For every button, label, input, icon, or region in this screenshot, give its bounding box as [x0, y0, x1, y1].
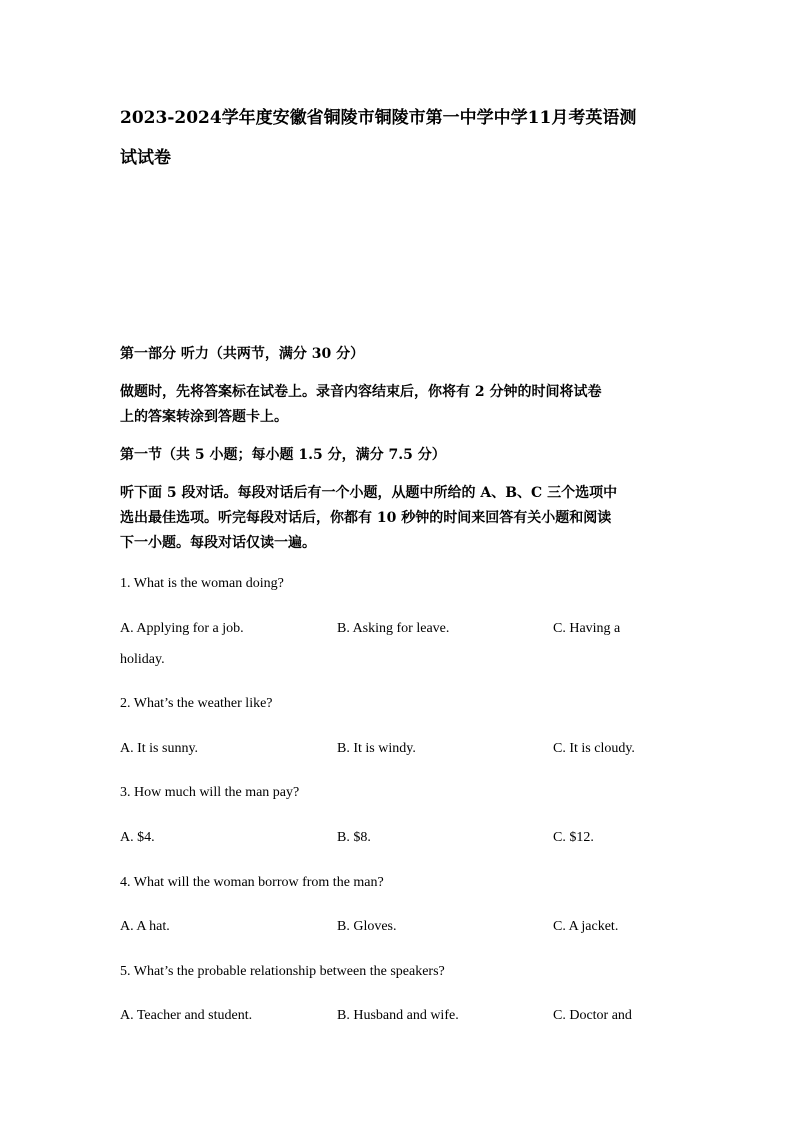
- directions-paragraph: [120, 481, 680, 556]
- question-5-option-a: A. Teacher and student.: [120, 1008, 253, 1023]
- question-2-option-c: C. It is cloudy.: [553, 741, 635, 756]
- question-1-option-c: C. Having a: [553, 621, 621, 636]
- question-1-option-a: A. Applying for a job.: [120, 621, 244, 636]
- question-4-option-a: A. A hat.: [120, 919, 170, 934]
- instruction-line-1: 做题时，先将答案标在试卷上。录音内容结束后，你将有 2 分钟的时间将试卷: [120, 384, 602, 400]
- title-line-2: 试试卷: [120, 148, 171, 168]
- instruction-paragraph: [120, 380, 680, 430]
- question-5-option-b: B. Husband and wife.: [337, 1008, 459, 1023]
- subsection-heading: 第一节（共 5 小题；每小题 1.5 分，满分 7.5 分）: [120, 447, 446, 463]
- directions-line-1: 听下面 5 段对话。每段对话后有一个小题，从题中所给的 A、B、C 三个选项中: [120, 485, 618, 501]
- part-heading: 第一部分 听力（共两节，满分 30 分）: [120, 346, 365, 362]
- question-1-option-c-continued: holiday.: [120, 652, 165, 667]
- question-1-option-b: B. Asking for leave.: [337, 621, 450, 636]
- page-title: [120, 98, 680, 178]
- question-3-option-c: C. $12.: [553, 830, 594, 845]
- question-5-text: 5. What’s the probable relationship between the speakers?: [120, 964, 445, 979]
- directions-line-3: 下一小题。每段对话仅读一遍。: [120, 535, 316, 551]
- question-2-option-b: B. It is windy.: [337, 741, 416, 756]
- instruction-line-2: 上的答案转涂到答题卡上。: [120, 409, 288, 425]
- question-4-text: 4. What will the woman borrow from the man?: [120, 875, 384, 890]
- question-3-text: 3. How much will the man pay?: [120, 785, 300, 800]
- directions-line-2: 选出最佳选项。听完每段对话后，你都有 10 秒钟的时间来回答有关小题和阅读: [120, 510, 612, 526]
- question-3-option-a: A. $4.: [120, 830, 155, 845]
- title-line-1: 2023-2024学年度安徽省铜陵市铜陵市第一中学中学11月考英语测: [120, 108, 637, 128]
- question-4-option-c: C. A jacket.: [553, 919, 619, 934]
- question-2-option-a: A. It is sunny.: [120, 741, 199, 756]
- question-2-text: 2. What’s the weather like?: [120, 696, 273, 711]
- question-4-option-b: B. Gloves.: [337, 919, 397, 934]
- question-1-text: 1. What is the woman doing?: [120, 576, 284, 591]
- question-3-option-b: B. $8.: [337, 830, 371, 845]
- question-5-option-c: C. Doctor and: [553, 1008, 632, 1023]
